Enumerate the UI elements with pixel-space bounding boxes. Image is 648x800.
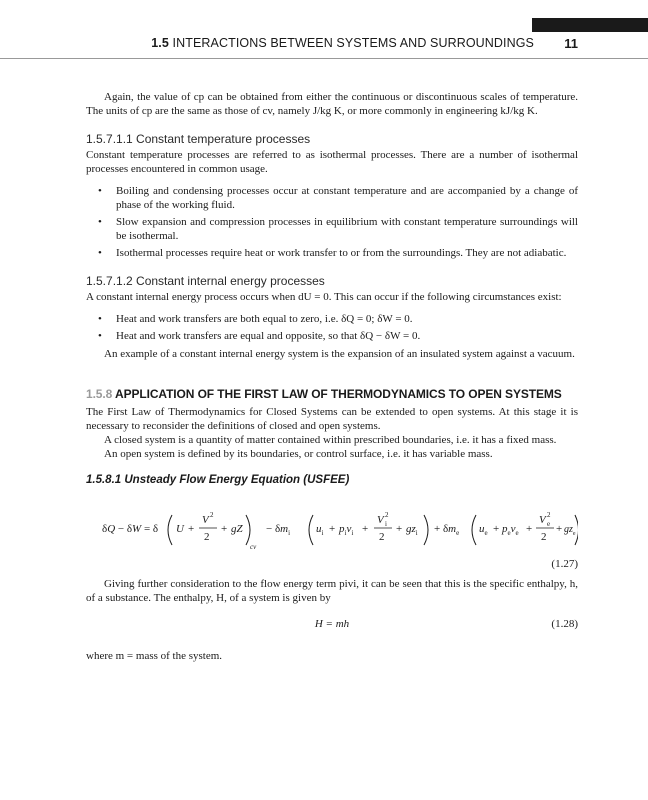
internal-energy-intro: A constant internal energy process occurs when dU = 0. This can occur if the following circumstances exist: xyxy=(86,291,562,303)
isothermal-intro: Constant temperature processes are referred to as isothermal processes. There are a number of isothermal processes encountered in common usage. xyxy=(86,149,578,175)
svg-text:V: V xyxy=(377,514,384,526)
svg-text:+: + xyxy=(493,523,500,535)
svg-text:gZ: gZ xyxy=(231,523,243,535)
list-item: • Isothermal processes require heat or work transfer to or from the surroundings. They are not adiabatic. xyxy=(98,247,567,259)
closed-system-definition: A closed system is a quantity of matter contained within prescribed boundaries, i.e. it has a fixed mass. xyxy=(104,434,557,446)
internal-energy-bullet-list xyxy=(86,312,578,343)
svg-text:i: i xyxy=(385,520,387,528)
enthalpy-paragraph: Giving further consideration to the flow energy term pivi, it can be seen that this is the specific enthalpy, h, of a substance. The enthalpy, H, of a system is given by xyxy=(86,578,578,604)
usfee-equation xyxy=(86,501,578,557)
section-heading: 1.5.8 APPLICATION OF THE FIRST LAW OF THERMODYNAMICS TO OPEN SYSTEMS xyxy=(86,387,562,401)
isothermal-bullet-list xyxy=(86,184,578,260)
svg-text:+: + xyxy=(188,523,195,535)
svg-text:δQ − δW = δ: δQ − δW = δ xyxy=(102,523,159,535)
enthalpy-equation-text: H = mh xyxy=(314,618,350,630)
enthalpy-equation xyxy=(86,617,578,635)
svg-text:+: + xyxy=(221,523,228,535)
svg-text:gze: $gz_e$ xyxy=(564,524,576,537)
mass-definition: where m = mass of the system. xyxy=(86,650,223,662)
page-body xyxy=(86,90,578,663)
running-head xyxy=(0,36,578,54)
svg-text:U: U xyxy=(176,523,184,535)
svg-text:2: 2 xyxy=(541,531,547,543)
header-bar xyxy=(532,18,648,32)
list-item: • Boiling and condensing processes occur at constant temperature and are accompanied by a change of phase of the working fluid. xyxy=(98,185,578,211)
svg-text:pivi: $p_iv_i$ xyxy=(339,523,354,537)
subsection-heading-isothermal: 1.5.7.1.1 Constant temperature processes xyxy=(86,132,311,146)
subsection-heading-internal-energy: 1.5.7.1.2 Constant internal energy processes xyxy=(86,274,325,288)
svg-text:+: + xyxy=(362,523,369,535)
intro-paragraph: Again, the value of cp can be obtained from either the continuous or discontinuous scales of temperature. The units of cp are the same as those of cv, namely J/kg K, or more commonly in engineering kJ/kg K. xyxy=(86,91,578,117)
svg-text:2: 2 xyxy=(385,511,389,519)
svg-text:e: e xyxy=(547,520,551,528)
svg-text:+: + xyxy=(556,523,563,535)
svg-text:+ δme: + $\delta m_e$ xyxy=(434,523,460,537)
svg-text:peve: $p_ev_e$ xyxy=(502,523,519,537)
header-rule xyxy=(0,58,648,59)
svg-text:+: + xyxy=(526,523,533,535)
equation-number: (1.28) xyxy=(551,618,578,630)
list-item: • Slow expansion and compression processes in equilibrium with constant temperature surroundings will be isothermal. xyxy=(98,216,578,242)
svg-text:+: + xyxy=(396,523,403,535)
svg-text:2: 2 xyxy=(547,511,551,519)
list-item: • Heat and work transfers are equal and opposite, so that δQ − δW = 0. xyxy=(98,330,421,342)
svg-text:2: 2 xyxy=(210,511,214,519)
svg-text:2: 2 xyxy=(204,531,210,543)
svg-text:V: V xyxy=(539,514,546,526)
svg-text:ui: $u_i$ xyxy=(316,523,324,537)
svg-text:− δmi: − $\delta m_i$ xyxy=(266,523,291,537)
usfee-heading: 1.5.8.1 Unsteady Flow Energy Equation (USFEE) xyxy=(86,474,350,486)
equation-number: (1.27) xyxy=(551,558,578,570)
list-item: • Heat and work transfers are both equal to zero, i.e. δQ = 0; δW = 0. xyxy=(98,313,413,325)
running-head-title: 1.5 INTERACTIONS BETWEEN SYSTEMS AND SURROUNDINGS xyxy=(151,36,534,50)
page-number: 11 xyxy=(564,36,578,51)
svg-text:2: 2 xyxy=(379,531,385,543)
svg-text:gzi: $gz_i$ xyxy=(406,523,418,537)
internal-energy-example: An example of a constant internal energy system is the expansion of an insulated system against a vacuum. xyxy=(104,348,575,360)
open-systems-paragraph: The First Law of Thermodynamics for Closed Systems can be extended to open systems. At this stage it is necessary to reconsider the definitions of closed and open systems. xyxy=(86,406,578,432)
svg-text:ue: $u_e$ xyxy=(479,523,488,537)
svg-text:+: + xyxy=(329,523,336,535)
open-system-definition: An open system is defined by its boundaries, or control surface, i.e. it has variable mass. xyxy=(104,448,493,460)
svg-text:V: V xyxy=(202,514,209,526)
svg-text:cv: cv xyxy=(250,543,257,551)
